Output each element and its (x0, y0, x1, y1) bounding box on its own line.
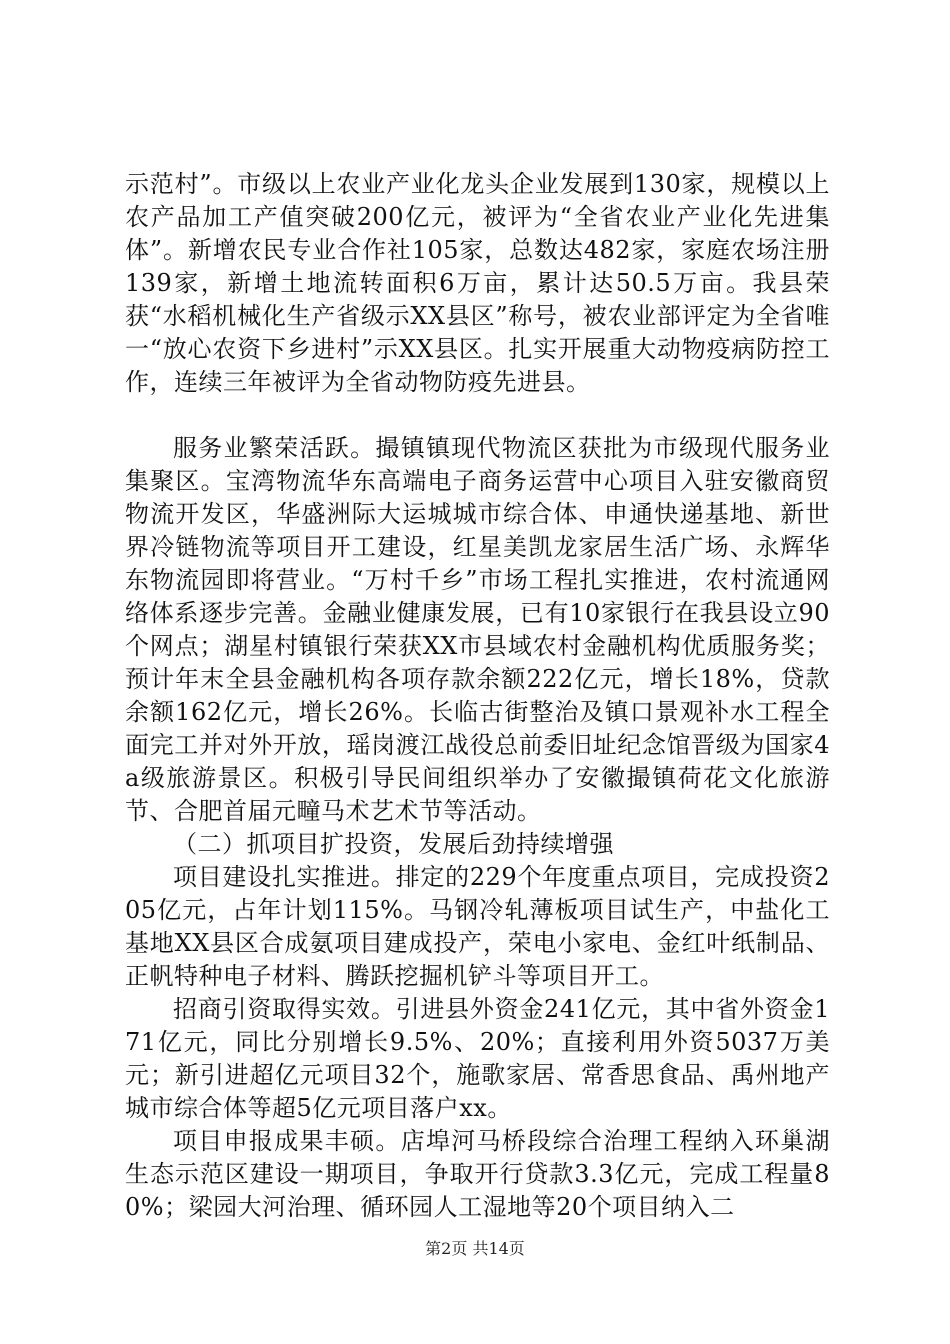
paragraph-investment-attraction: 招商引资取得实效。引进县外资金241亿元，其中省外资金171亿元，同比分别增长9.5%、20%；直接利用外资5037万美元；新引进超亿元项目32个，施歌家居、常香思食品、禹州地产城市综合体等超5亿元项目落户xx。 (125, 995, 830, 1122)
paragraph-project-applications: 项目申报成果丰硕。店埠河马桥段综合治理工程纳入环巢湖生态示范区建设一期项目，争取开行贷款3.3亿元，完成工程量80%；梁园大河治理、循环园人工湿地等20个项目纳入二 (125, 1127, 830, 1221)
section-heading-projects: （二）抓项目扩投资，发展后劲持续增强 (173, 830, 614, 858)
paragraph-project-construction: 项目建设扎实推进。排定的229个年度重点项目，完成投资205亿元，占年计划115%。马钢冷轧薄板项目试生产，中盐化工基地XX县区合成氨项目建成投产，荣电小家电、金红叶纸制品、正帆特种电子材料、腾跃挖掘机铲斗等项目开工。 (125, 863, 830, 990)
paragraph-agriculture-continued: 示范村”。市级以上农业产业化龙头企业发展到130家，规模以上农产品加工产值突破200亿元，被评为“全省农业产业化先进集体”。新增农民专业合作社105家，总数达482家，家庭农场注册139家，新增土地流转面积6万亩，累计达50.5万亩。我县荣获“水稻机械化生产省级示XX县区”称号，被农业部评定为全省唯一“放心农资下乡进村”示XX县区。扎实开展重大动物疫病防控工作，连续三年被评为全省动物防疫先进县。 (125, 170, 830, 396)
page-number-footer: 第2页 共14页 (425, 1239, 525, 1258)
document-body (125, 168, 830, 1224)
paragraph-services: 服务业繁荣活跃。撮镇镇现代物流区获批为市级现代服务业集聚区。宝湾物流华东高端电子商务运营中心项目入驻安徽商贸物流开发区，华盛洲际大运城城市综合体、申通快递基地、新世界冷链物流等项目开工建设，红星美凯龙家居生活广场、永辉华东物流园即将营业。“万村千乡”市场工程扎实推进，农村流通网络体系逐步完善。金融业健康发展，已有10家银行在我县设立90个网点；湖星村镇银行荣获XX市县域农村金融机构优质服务奖；预计年末全县金融机构各项存款余额222亿元，增长18%，贷款余额162亿元，增长26%。长临古街整治及镇口景观补水工程全面完工并对外开放，瑶岗渡江战役总前委旧址纪念馆晋级为国家4a级旅游景区。积极引导民间组织举办了安徽撮镇荷花文化旅游节、合肥首届元疃马术艺术节等活动。 (125, 434, 830, 825)
